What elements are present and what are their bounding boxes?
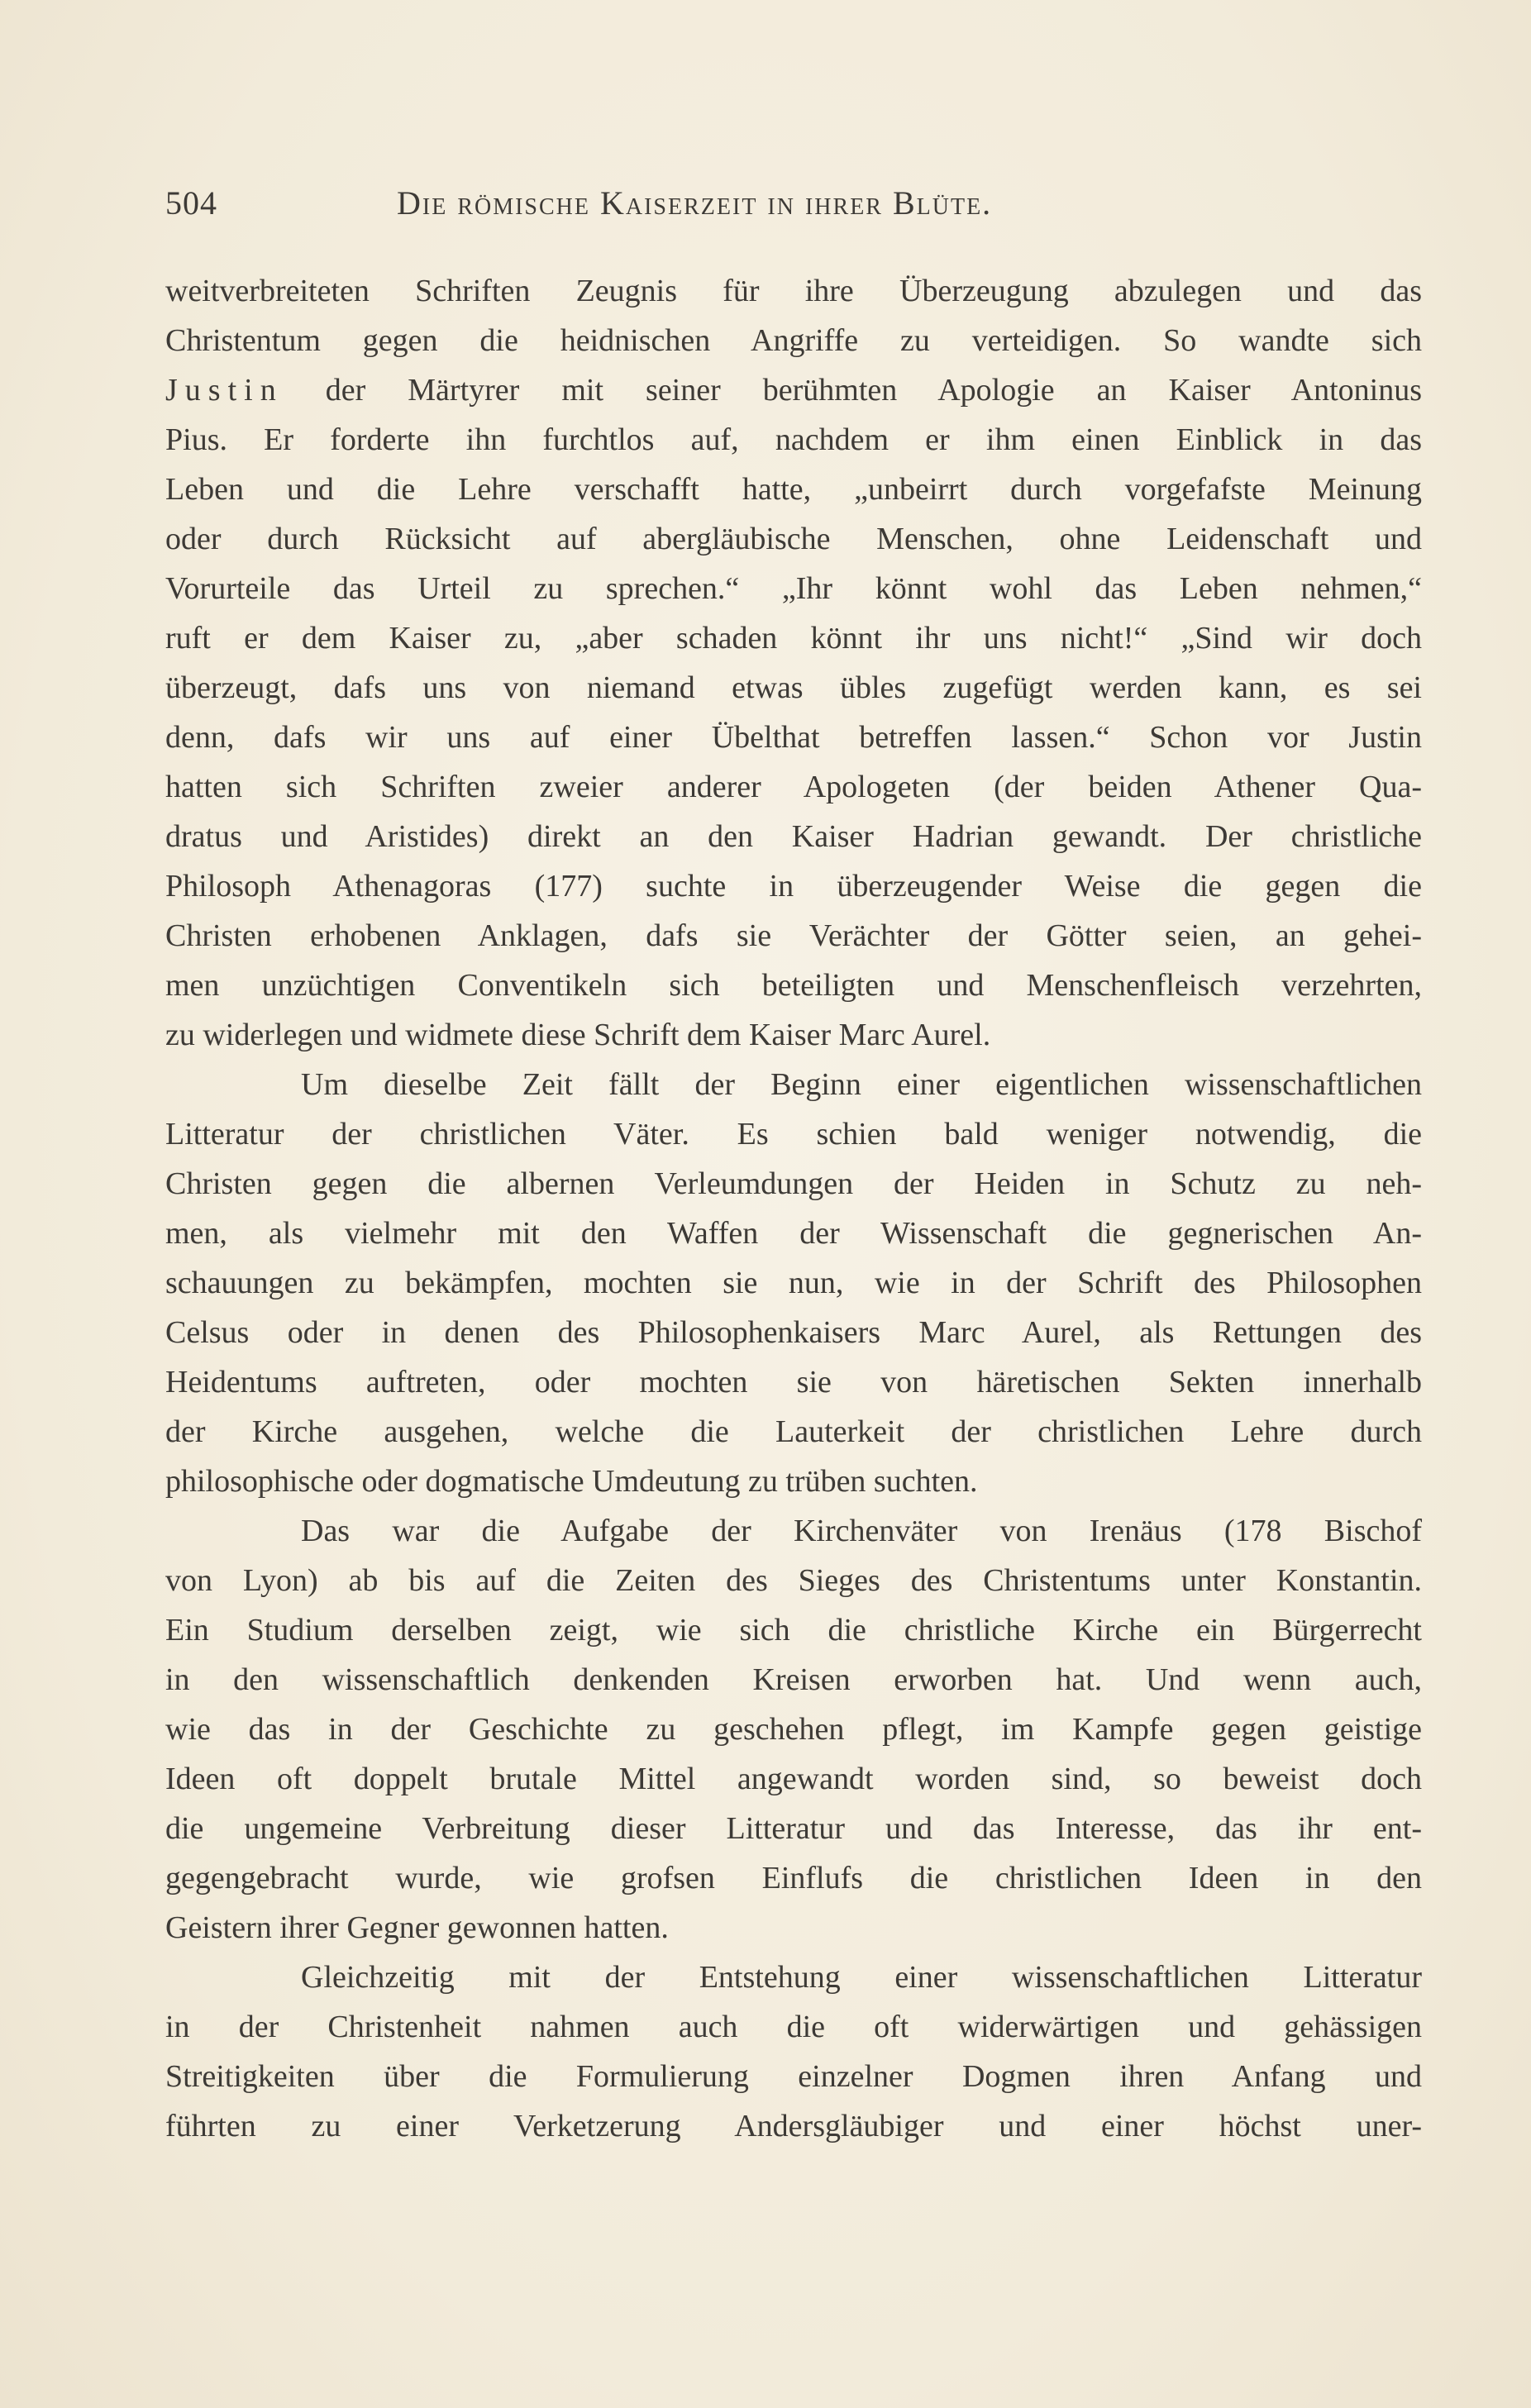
running-title: Die römische Kaiserzeit in ihrer Blüte. [397,184,993,222]
text-line: Geistern ihrer Gegner gewonnen hatten. [165,1910,669,1945]
text-line: Streitigkeiten über die Formulierung einzelner Dogmen ihren Anfang und [165,2059,1422,2094]
text-line: ruft er dem Kaiser zu, „aber schaden könnt ihr uns nicht!“ „Sind wir doch [165,621,1422,656]
text-line: die ungemeine Verbreitung dieser Litteratur und das Interesse, das ihr ent- [165,1811,1422,1846]
body-text [165,266,1422,2151]
text-line: von Lyon) ab bis auf die Zeiten des Sieges des Christentums unter Konstantin. [165,1563,1422,1598]
text-line: weitverbreiteten Schriften Zeugnis für ihre Überzeugung abzulegen und das [165,274,1422,308]
text-line: oder durch Rücksicht auf abergläubische Menschen, ohne Leidenschaft und [165,522,1422,556]
text-line: Christen gegen die albernen Verleumdungen der Heiden in Schutz zu neh- [165,1166,1422,1201]
text-line: Justin der Märtyrer mit seiner berühmten Apologie an Kaiser Antoninus [165,373,1422,408]
text-line: führten zu einer Verketzerung Andersgläubiger und einer höchst uner- [165,2109,1422,2143]
text-line: Philosoph Athenagoras (177) suchte in überzeugender Weise die gegen die [165,869,1422,904]
text-line: Pius. Er forderte ihn furchtlos auf, nachdem er ihm einen Einblick in das [165,422,1422,457]
text-line: Leben und die Lehre verschafft hatte, „unbeirrt durch vorgefafste Meinung [165,472,1422,507]
text-line: Ideen oft doppelt brutale Mittel angewandt worden sind, so beweist doch [165,1762,1422,1796]
text-line: Christen erhobenen Anklagen, dafs sie Verächter der Götter seien, an gehei- [165,918,1422,953]
text-line: Ein Studium derselben zeigt, wie sich die christliche Kirche ein Bürgerrecht [165,1613,1422,1647]
text-line: der Kirche ausgehen, welche die Lauterkeit der christlichen Lehre durch [165,1414,1422,1449]
emphasized-name: Justin [165,373,284,408]
paragraph [165,1060,1422,1506]
text-line: denn, dafs wir uns auf einer Übelthat betreffen lassen.“ Schon vor Justin [165,720,1422,755]
text-line: wie das in der Geschichte zu geschehen pflegt, im Kampfe gegen geistige [165,1712,1422,1747]
text-line: men unzüchtigen Conventikeln sich beteiligten und Menschenfleisch verzehrten, [165,968,1422,1003]
text-line: in den wissenschaftlich denkenden Kreisen erworben hat. Und wenn auch, [165,1662,1422,1697]
text-line: dratus und Aristides) direkt an den Kaiser Hadrian gewandt. Der christliche [165,819,1422,854]
text-line: Celsus oder in denen des Philosophenkaisers Marc Aurel, als Rettungen des [165,1315,1422,1350]
text-line: gegengebracht wurde, wie grofsen Einflufs die christlichen Ideen in den [165,1861,1422,1895]
paragraph [165,1506,1422,1953]
text-line: hatten sich Schriften zweier anderer Apologeten (der beiden Athener Qua- [165,770,1422,804]
text-line: überzeugt, dafs uns von niemand etwas übles zugefügt werden kann, es sei [165,670,1422,705]
text-line: Vorurteile das Urteil zu sprechen.“ „Ihr könnt wohl das Leben nehmen,“ [165,571,1422,606]
text-line: Um dieselbe Zeit fällt der Beginn einer eigentlichen wissenschaftlichen [301,1067,1422,1102]
text-line: schauungen zu bekämpfen, mochten sie nun, wie in der Schrift des Philosophen [165,1266,1422,1300]
text-line: in der Christenheit nahmen auch die oft widerwärtigen und gehässigen [165,2010,1422,2044]
text-line: men, als vielmehr mit den Waffen der Wissenschaft die gegnerischen An- [165,1216,1422,1251]
text-line: Christentum gegen die heidnischen Angriffe zu verteidigen. So wandte sich [165,323,1422,358]
text-line: Heidentums auftreten, oder mochten sie von häretischen Sekten innerhalb [165,1365,1422,1400]
text-line: zu widerlegen und widmete diese Schrift dem Kaiser Marc Aurel. [165,1018,991,1052]
text-line: Litteratur der christlichen Väter. Es schien bald weniger notwendig, die [165,1117,1422,1152]
text-line: philosophische oder dogmatische Umdeutung zu trüben suchten. [165,1464,978,1499]
paragraph [165,266,1422,1060]
running-head [165,184,1422,233]
page-number: 504 [165,184,217,222]
text-line: Das war die Aufgabe der Kirchenväter von Irenäus (178 Bischof [301,1514,1422,1548]
paragraph [165,1953,1422,2151]
text-line: Gleichzeitig mit der Entstehung einer wissenschaftlichen Litteratur [301,1960,1422,1995]
